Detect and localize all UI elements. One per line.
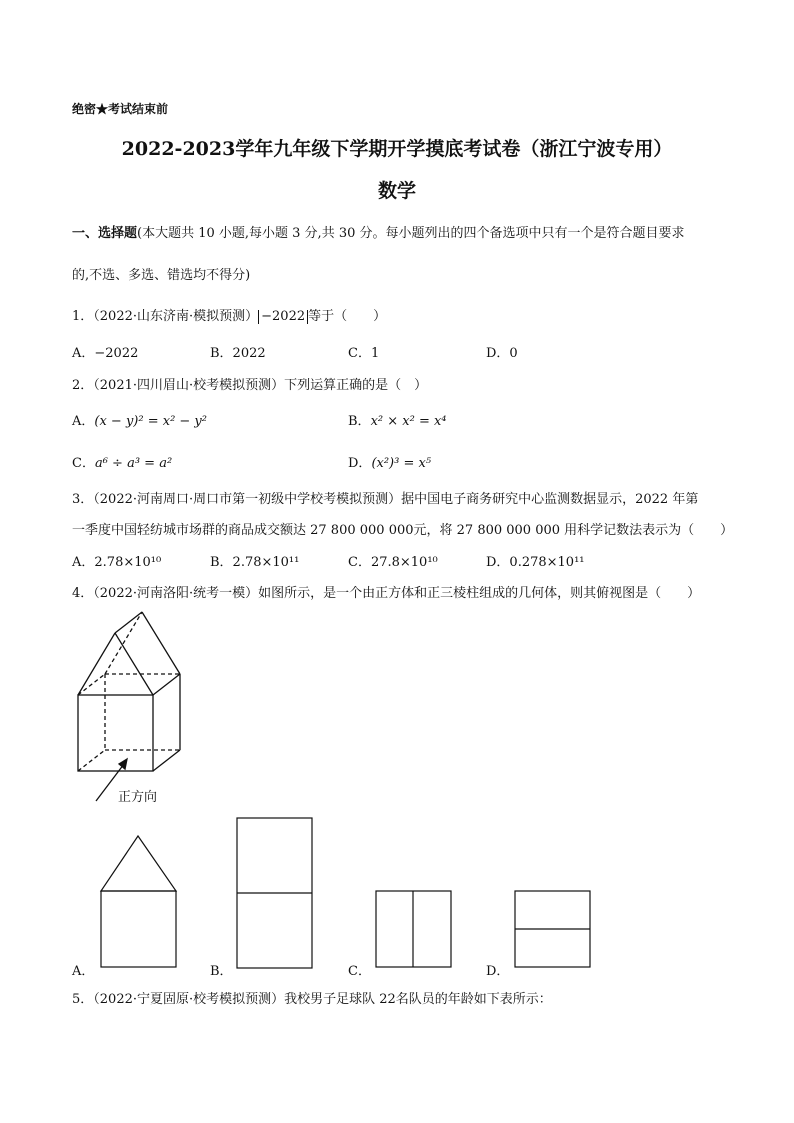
section-label: 一、选择题	[72, 226, 138, 241]
q1-absolute-value: −2022	[258, 310, 308, 324]
q1-source: （2022·山东济南·模拟预测）	[93, 309, 259, 324]
direction-label: 正方向	[118, 790, 158, 805]
q3-option-d: D．0.278×10¹¹	[486, 555, 585, 570]
q4-option-b: B．	[210, 964, 233, 979]
question-2-stem: 2．（2021·四川眉山·校考模拟预测）下列运算正确的是（ ）	[72, 378, 428, 393]
question-3-line2: 一季度中国轻纺城市场群的商品成交额达 27 800 000 000元，将 27 800 000 000 用科学记数法表示为（ ）	[72, 523, 734, 538]
q3-option-b: B．2.78×10¹¹	[210, 555, 300, 570]
q4-option-c: C．	[348, 964, 371, 979]
q1-number: 1．	[72, 309, 94, 324]
option-a-square	[101, 891, 176, 967]
q1-option-a: A．−2022	[72, 346, 139, 361]
q1-option-d: D．0	[486, 346, 518, 361]
option-a-triangle	[101, 836, 176, 891]
section-desc-line1: (本大题共 10 小题,每小题 3 分,共 30 分。每小题列出的四个备选项中只有一个是符合题目要求	[137, 226, 685, 241]
confidential-label: 绝密★考试结束前	[72, 102, 169, 116]
question-3-line1: 3．（2022·河南周口·周口市第一初级中学校考模拟预测）据中国电子商务研究中心监测数据显示，2022 年第	[72, 492, 699, 507]
question-4-stem: 4．（2022·河南洛阳·统考一模）如图所示，是一个由正方体和正三棱柱组成的几何体，则其俯视图是（ ）	[72, 586, 701, 601]
q3-option-a: A．2.78×10¹⁰	[72, 555, 162, 570]
q1-option-b: B．2022	[210, 346, 266, 361]
section-desc-line2: 的,不选、多选、错选均不得分)	[72, 268, 251, 283]
q2-option-b: B．x² × x² = x⁴	[348, 414, 447, 429]
q4-option-a: A．	[72, 964, 95, 979]
q1-tail: 等于（ ）	[308, 309, 387, 324]
question-5-stem: 5．（2022·宁夏固原·校考模拟预测）我校男子足球队 22名队员的年龄如下表所示：	[72, 992, 552, 1007]
q2-option-c: C．a⁶ ÷ a³ = a²	[72, 456, 173, 471]
q3-option-c: C．27.8×10¹⁰	[348, 555, 438, 570]
exam-title: 2022-2023学年九年级下学期开学摸底考试卷（浙江宁波专用）	[121, 138, 673, 160]
q2-option-a: A．(x − y)² = x² − y²	[72, 414, 207, 429]
q4-option-d: D．	[486, 964, 510, 979]
q1-option-c: C．1	[348, 346, 380, 361]
q2-option-d: D．(x²)³ = x⁵	[348, 456, 432, 471]
subject-title: 数学	[377, 180, 416, 202]
